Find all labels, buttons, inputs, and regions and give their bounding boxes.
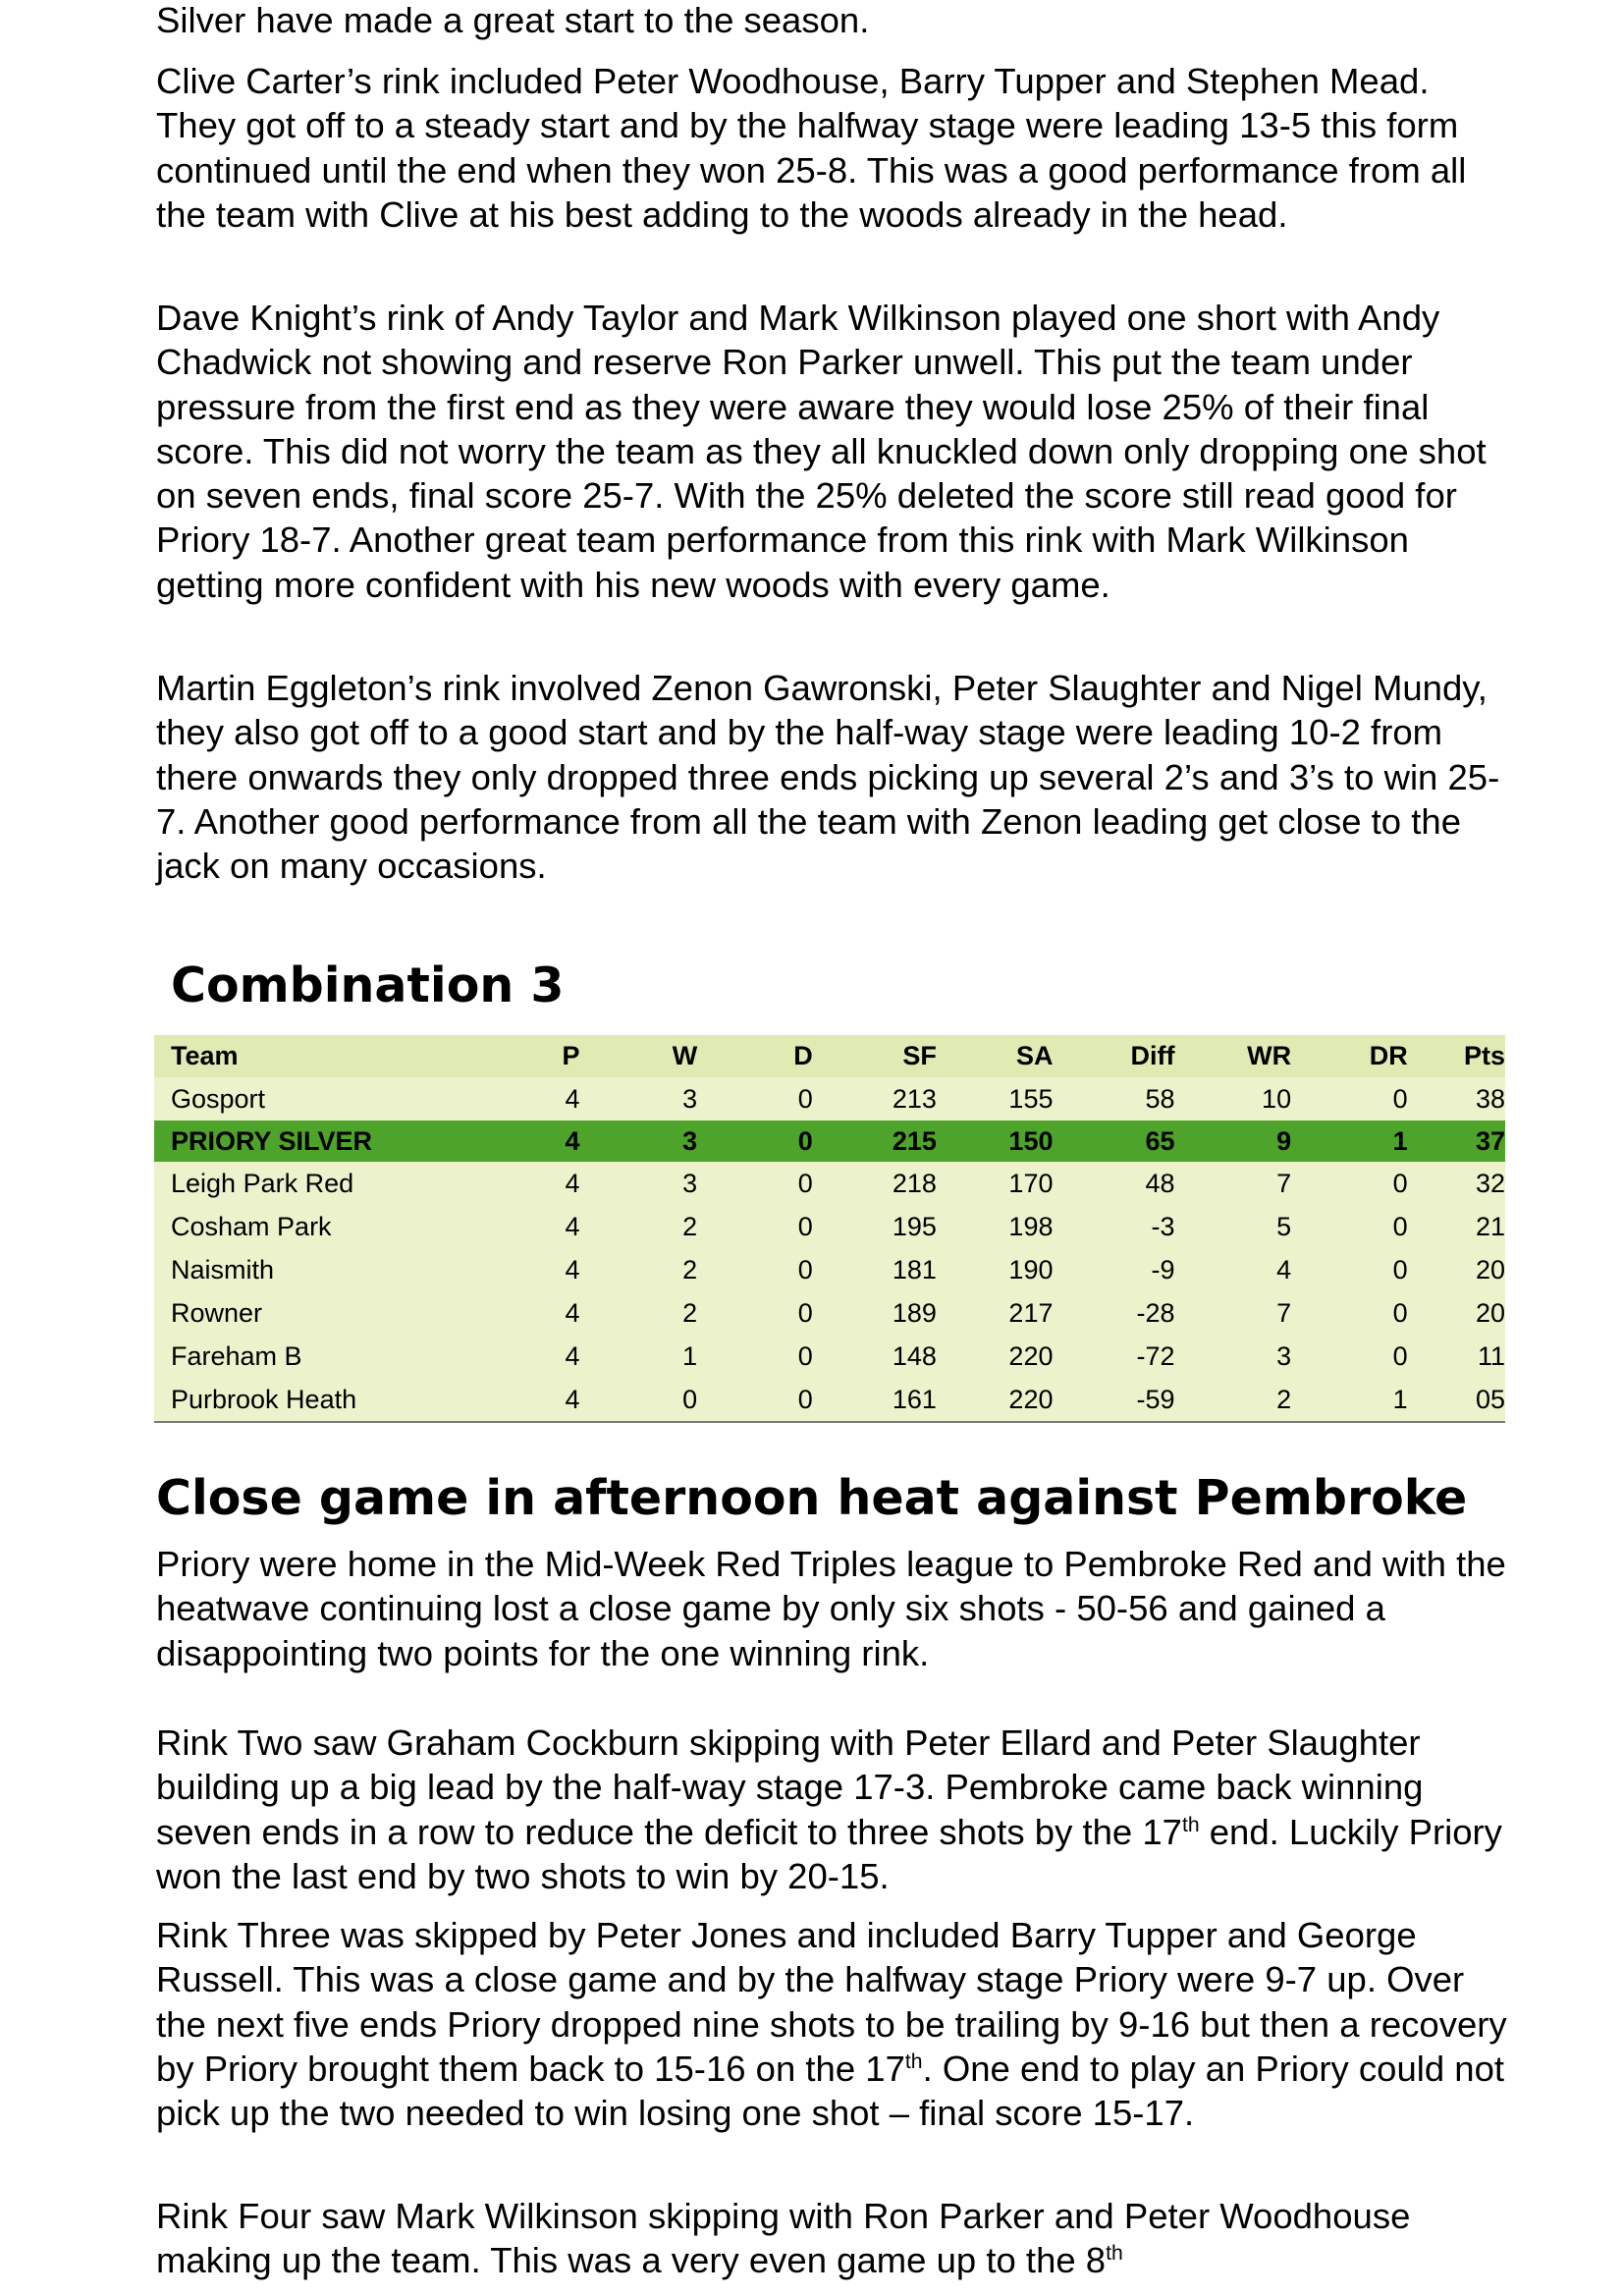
cell-wr: 10 <box>1262 1083 1292 1114</box>
cell-team: Cosham Park <box>171 1211 332 1241</box>
cell-points: 05 <box>1475 1384 1505 1414</box>
header-wr: WR <box>1247 1041 1292 1070</box>
cell-points: 32 <box>1475 1168 1505 1198</box>
cell-team: Naismith <box>171 1254 275 1285</box>
cell-shots-against: 150 <box>1008 1125 1054 1156</box>
cell-points: 38 <box>1475 1083 1505 1114</box>
cell-dr: 0 <box>1392 1254 1408 1285</box>
cell-shots-for: 148 <box>892 1340 937 1371</box>
cell-difference: -3 <box>1151 1211 1175 1241</box>
cell-shots-for: 195 <box>892 1211 937 1241</box>
cell-drawn: 0 <box>797 1340 813 1371</box>
cell-drawn: 0 <box>797 1168 813 1198</box>
cell-played: 4 <box>565 1168 580 1198</box>
cell-played: 4 <box>565 1297 580 1328</box>
cell-shots-against: 217 <box>1008 1297 1054 1328</box>
cell-shots-for: 161 <box>892 1384 937 1414</box>
cell-played: 4 <box>565 1083 580 1114</box>
cell-shots-against: 170 <box>1008 1168 1054 1198</box>
league-header-row <box>154 1035 1505 1077</box>
rink-four-text: Rink Four saw Mark Wilkinson skipping with Ron Parker and Peter Woodhouse making up the team. This was a very even game up to the 8 <box>156 2196 1411 2281</box>
league-row <box>154 1162 1505 1205</box>
cell-team: Gosport <box>171 1083 266 1114</box>
cell-shots-against: 198 <box>1008 1211 1054 1241</box>
cell-drawn: 0 <box>797 1297 813 1328</box>
rink-two-ordinal: th <box>1181 1813 1200 1836</box>
cell-drawn: 0 <box>797 1211 813 1241</box>
cell-won: 0 <box>682 1384 698 1414</box>
league-row <box>154 1291 1505 1335</box>
cell-difference: 48 <box>1145 1168 1175 1198</box>
article-headline: Close game in afternoon heat against Pembroke <box>156 1470 1468 1526</box>
league-row <box>154 1077 1505 1121</box>
cell-wr: 3 <box>1276 1340 1292 1371</box>
cell-team: Rowner <box>171 1297 263 1328</box>
rink-four-ordinal: th <box>1106 2242 1123 2266</box>
cell-drawn: 0 <box>797 1384 813 1414</box>
cell-shots-for: 189 <box>892 1297 937 1328</box>
cell-points: 21 <box>1475 1211 1505 1241</box>
intro-block <box>156 0 1511 42</box>
league-row <box>154 1378 1505 1422</box>
cell-dr: 0 <box>1392 1083 1408 1114</box>
cell-won: 2 <box>682 1254 698 1285</box>
article-rink-four <box>156 2194 1511 2283</box>
league-row <box>154 1121 1505 1162</box>
cell-points: 20 <box>1475 1254 1505 1285</box>
cell-dr: 1 <box>1392 1384 1408 1414</box>
cell-shots-for: 215 <box>892 1125 937 1156</box>
intro-line: Silver have made a great start to the season. <box>156 0 870 40</box>
rink-two-text-end: end. Luckily Priory won the last end by two shots to win by 20-15. <box>156 1811 1502 1896</box>
cell-difference: -28 <box>1136 1297 1175 1328</box>
cell-won: 3 <box>682 1083 698 1114</box>
header-shots-against: SA <box>1015 1041 1054 1070</box>
rink-three-ordinal: th <box>904 2050 923 2073</box>
cell-dr: 0 <box>1392 1168 1408 1198</box>
header-shots-for: SF <box>902 1041 937 1070</box>
cell-played: 4 <box>565 1384 580 1414</box>
cell-points: 11 <box>1477 1340 1505 1371</box>
cell-team: Leigh Park Red <box>171 1168 354 1198</box>
cell-shots-against: 220 <box>1008 1340 1054 1371</box>
rink-three-text: Rink Three was skipped by Peter Jones and included Barry Tupper and George Russell. This was a close game and by the halfway stage Priory were 9-7 up. Over the next five ends Priory dropped nine shots to be trailing by 9-16 but then a recovery by Priory brought them back to 15-16 on the 17 <box>156 1915 1507 2089</box>
paragraph-martin-eggleton: Martin Eggleton’s rink involved Zenon Gawronski, Peter Slaughter and Nigel Mundy, they also got off to a good start and by the half-way stage were leading 10-2 from there onwards they only dropped three ends picking up several 2’s and 3’s to win 25-7. Another good performance from all the team with Zenon leading get close to the jack on many occasions. <box>156 668 1500 887</box>
cell-wr: 7 <box>1276 1297 1292 1328</box>
cell-wr: 9 <box>1276 1125 1292 1156</box>
rink-three-text-end: . One end to play an Priory could not pick up the two needed to win losing one shot – final score 15-17. <box>156 2048 1505 2134</box>
article-paragraph-1: Priory were home in the Mid-Week Red Triples league to Pembroke Red and with the heatwave continuing lost a close game by only six shots - 50-56 and gained a disappointing two points for the one winning rink. <box>156 1544 1506 1673</box>
cell-team: Purbrook Heath <box>171 1384 357 1414</box>
article-paragraph-rink-four <box>156 2194 1511 2283</box>
cell-points: 37 <box>1475 1125 1505 1156</box>
header-drawn: D <box>793 1041 813 1070</box>
header-played: P <box>562 1041 580 1070</box>
cell-won: 3 <box>682 1125 698 1156</box>
header-difference: Diff <box>1130 1041 1175 1070</box>
article-rink-three <box>156 1913 1511 2135</box>
cell-played: 4 <box>565 1125 580 1156</box>
cell-won: 1 <box>682 1340 698 1371</box>
article-rink-two <box>156 1721 1511 1898</box>
cell-drawn: 0 <box>797 1254 813 1285</box>
cell-difference: 58 <box>1145 1083 1175 1114</box>
cell-shots-for: 181 <box>892 1254 937 1285</box>
cell-team: Fareham B <box>171 1340 302 1371</box>
cell-team: PRIORY SILVER <box>171 1125 373 1156</box>
cell-played: 4 <box>565 1211 580 1241</box>
cell-won: 3 <box>682 1168 698 1198</box>
report-martin-eggleton <box>156 666 1511 888</box>
cell-difference: -9 <box>1151 1254 1175 1285</box>
cell-shots-for: 218 <box>892 1168 937 1198</box>
header-won: W <box>672 1041 698 1070</box>
league-table <box>154 1035 1505 1423</box>
report-clive-carter <box>156 59 1511 237</box>
header-team: Team <box>171 1041 239 1070</box>
article-intro <box>156 1542 1511 1675</box>
cell-wr: 5 <box>1276 1211 1292 1241</box>
cell-drawn: 0 <box>797 1083 813 1114</box>
cell-points: 20 <box>1475 1297 1505 1328</box>
league-row <box>154 1335 1505 1378</box>
cell-difference: 65 <box>1145 1125 1175 1156</box>
header-points: Pts <box>1463 1041 1505 1070</box>
cell-difference: -59 <box>1136 1384 1175 1414</box>
rink-two-text: Rink Two saw Graham Cockburn skipping with Peter Ellard and Peter Slaughter building up a big lead by the half-way stage 17-3. Pembroke came back winning seven ends in a row to reduce the deficit to three shots by the 17 <box>156 1722 1424 1852</box>
cell-dr: 0 <box>1392 1211 1408 1241</box>
league-row <box>154 1248 1505 1291</box>
cell-shots-against: 220 <box>1008 1384 1054 1414</box>
article-paragraph-rink-two <box>156 1721 1511 1898</box>
cell-difference: -72 <box>1136 1340 1175 1371</box>
league-row <box>154 1205 1505 1248</box>
report-dave-knight <box>156 296 1511 607</box>
cell-shots-against: 190 <box>1008 1254 1054 1285</box>
cell-shots-against: 155 <box>1008 1083 1054 1114</box>
cell-wr: 2 <box>1276 1384 1292 1414</box>
cell-dr: 0 <box>1392 1297 1408 1328</box>
cell-shots-for: 213 <box>892 1083 937 1114</box>
cell-wr: 7 <box>1276 1168 1292 1198</box>
cell-drawn: 0 <box>797 1125 813 1156</box>
cell-won: 2 <box>682 1211 698 1241</box>
cell-dr: 0 <box>1392 1340 1408 1371</box>
cell-played: 4 <box>565 1254 580 1285</box>
cell-won: 2 <box>682 1297 698 1328</box>
paragraph-dave-knight: Dave Knight’s rink of Andy Taylor and Mark Wilkinson played one short with Andy Chadwick not showing and reserve Ron Parker unwell. This put the team under pressure from the first end as they were aware they would lose 25% of their final score. This did not worry the team as they all knuckled down only dropping one shot on seven ends, final score 25-7. With the 25% deleted the score still read good for Priory 18-7. Another great team performance from this rink with Mark Wilkinson getting more confident with his new woods with every game. <box>156 298 1487 605</box>
league-title: Combination 3 <box>171 957 565 1013</box>
cell-dr: 1 <box>1392 1125 1408 1156</box>
header-dr: DR <box>1369 1041 1408 1070</box>
paragraph-clive-carter: Clive Carter’s rink included Peter Woodhouse, Barry Tupper and Stephen Mead. They got off to a steady start and by the halfway stage were leading 13-5 this form continued until the end when they won 25-8. This was a good performance from all the team with Clive at his best adding to the woods already in the head. <box>156 61 1467 235</box>
article-paragraph-rink-three <box>156 1913 1511 2135</box>
cell-wr: 4 <box>1276 1254 1292 1285</box>
cell-played: 4 <box>565 1340 580 1371</box>
